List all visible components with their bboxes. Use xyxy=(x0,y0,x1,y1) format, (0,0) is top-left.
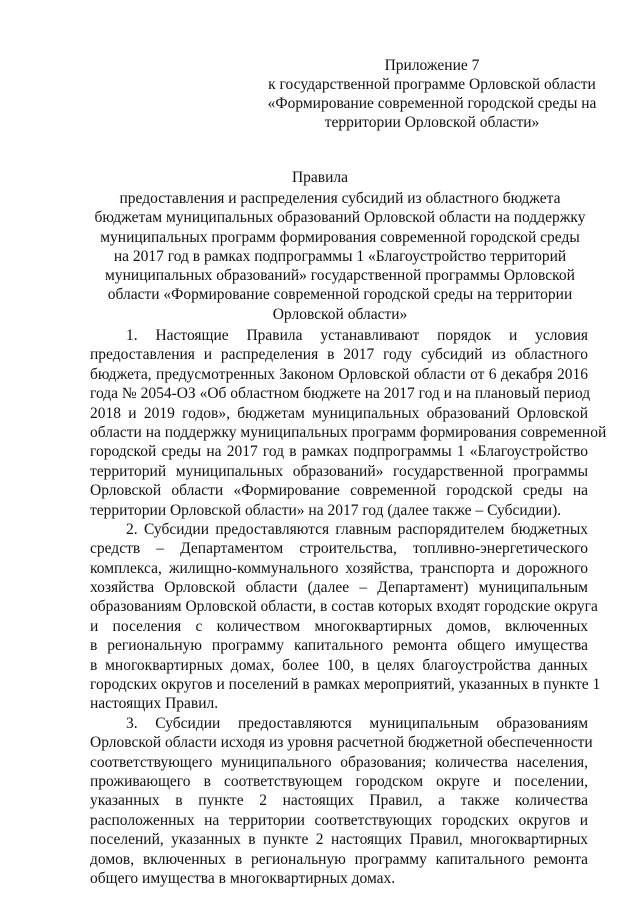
subtitle-line: на 2017 год в рамках подпрограммы 1 «Благоустройство территорий xyxy=(113,247,567,265)
appendix-line: территории Орловской области» xyxy=(324,114,540,131)
subtitle-line: Орловской области» xyxy=(272,305,408,323)
paragraph-line: средств – Департаментом строительства, топливно-энергетического xyxy=(90,540,588,558)
paragraph-line: комплекса, жилищно-коммунального хозяйства, транспорта и дорожного xyxy=(90,559,588,577)
paragraph-line: указанных в пункте 2 настоящих Правил, а также количества xyxy=(90,792,588,810)
paragraph-2 xyxy=(90,520,601,714)
paragraph-line: общего имущества в многоквартирных домах. xyxy=(90,869,396,887)
paragraph-line: бюджета, предусмотренных Законом Орловской области от 6 декабря 2016 xyxy=(90,365,588,383)
subtitle-line: муниципальных образований» государственной программы Орловской xyxy=(105,267,575,285)
subtitle-line: бюджетам муниципальных образований Орловской области на поддержку xyxy=(94,209,586,227)
paragraph-line: хозяйства Орловской области (далее – Департамент) муниципальным xyxy=(90,579,588,597)
appendix-line: к государственной программе Орловской области xyxy=(268,76,596,93)
paragraph-line: настоящих Правил. xyxy=(90,695,219,713)
document-title: Правила xyxy=(291,169,349,186)
paragraph-line: области на поддержку муниципальных программ формирования современной xyxy=(90,423,607,441)
paragraph-line: территорий муниципальных образований» государственной программы xyxy=(90,462,588,480)
document-body xyxy=(90,326,607,888)
paragraph-line: поселений, указанных в пункте 2 настоящих Правил, многоквартирных xyxy=(90,831,588,849)
paragraph-line: домов, включенных в региональную программу капитального ремонта xyxy=(90,850,588,868)
paragraph-line: 3. Субсидии предоставляются муниципальным образованиям xyxy=(126,714,588,732)
paragraph-line: городских округов и поселений в рамках мероприятий, указанных в пункте 1 xyxy=(90,676,601,694)
subtitle-line: муниципальных программ формирования современной городской среды xyxy=(100,228,580,246)
subtitle-line: области «Формирование современной городской среды на территории xyxy=(107,286,573,304)
appendix-line: Приложение 7 xyxy=(384,57,480,74)
paragraph-line: в региональную программу капитального ремонта общего имущества xyxy=(90,637,588,655)
paragraph-3 xyxy=(90,714,593,889)
paragraph-line: года № 2054-ОЗ «Об областном бюджете на 2017 год и на плановый период xyxy=(90,385,591,403)
document-subtitle xyxy=(92,189,588,324)
paragraph-line: соответствующего муниципального образования; количества населения, xyxy=(90,753,588,771)
paragraph-line: предоставления и распределения в 2017 году субсидий из областного xyxy=(90,346,588,364)
paragraph-line: 1. Настоящие Правила устанавливают порядок и условия xyxy=(126,327,588,344)
paragraph-line: Орловской области исходя из уровня расчетной бюджетной обеспеченности xyxy=(90,734,593,752)
paragraph-line: 2018 и 2019 годов», бюджетам муниципальных образований Орловской xyxy=(90,404,588,422)
appendix-line: «Формирование современной городской среды на xyxy=(267,95,597,112)
paragraph-line: и поселения с количеством многоквартирных домов, включенных xyxy=(90,617,588,635)
paragraph-1 xyxy=(90,326,607,520)
paragraph-line: территории Орловской области» на 2017 год (далее также – Субсидии). xyxy=(90,501,562,519)
paragraph-line: городской среды на 2017 год в рамках подпрограммы 1 «Благоустройство xyxy=(90,443,588,461)
paragraph-line: проживающего в соответствующем городском округе и поселении, xyxy=(90,772,588,790)
paragraph-line: в многоквартирных домах, более 100, в целях благоустройства данных xyxy=(90,656,588,674)
subtitle-line: предоставления и распределения субсидий из областного бюджета xyxy=(119,190,561,207)
paragraph-line: расположенных на территории соответствующих городских округов и xyxy=(90,811,588,829)
paragraph-line: образованиям Орловской области, в состав которых входят городские округа xyxy=(90,598,598,616)
appendix-header xyxy=(248,56,616,132)
paragraph-line: Орловской области «Формирование современной городской среды на xyxy=(90,482,588,500)
paragraph-line: 2. Субсидии предоставляются главным распорядителем бюджетных xyxy=(126,520,588,538)
